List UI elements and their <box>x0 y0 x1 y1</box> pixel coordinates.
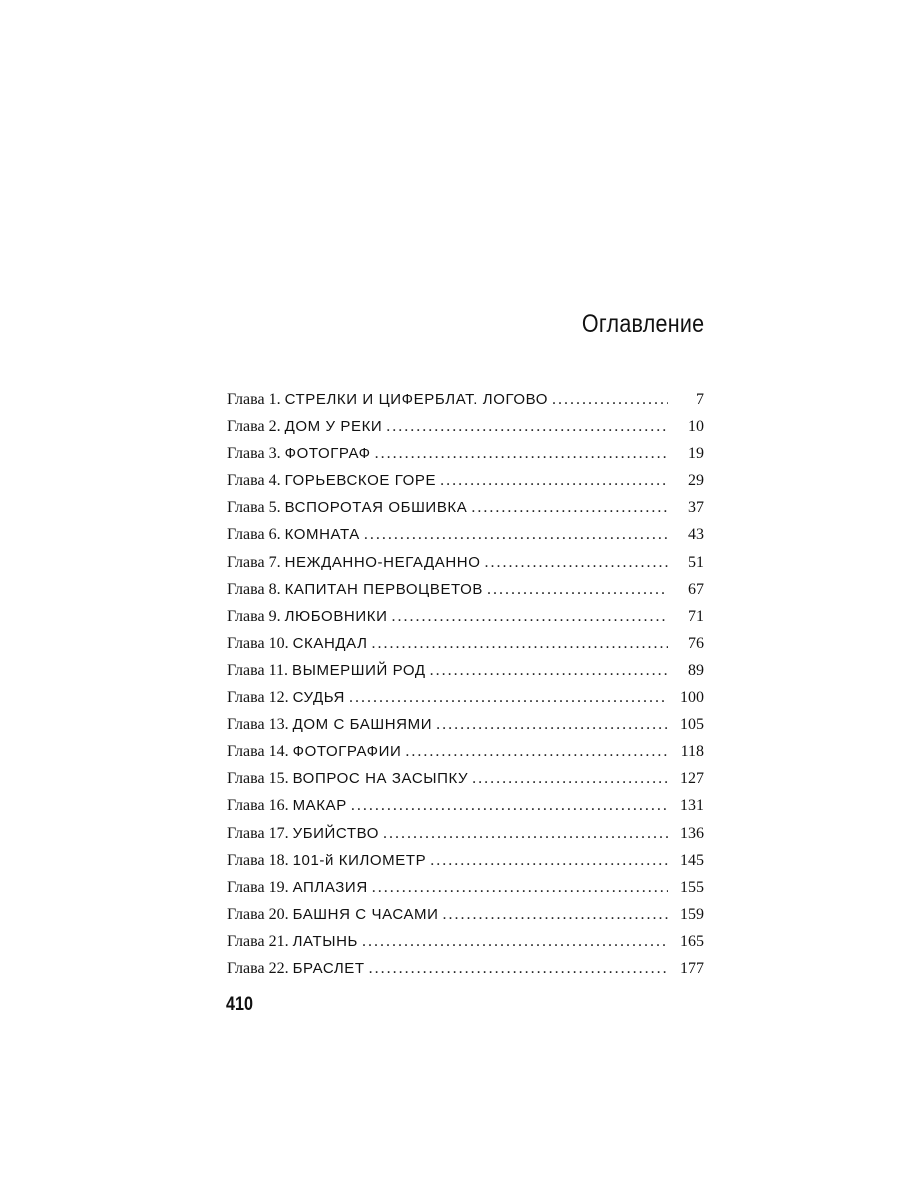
chapter-title: БРАСЛЕТ <box>292 959 365 977</box>
dot-leader <box>364 521 668 548</box>
dot-leader <box>386 413 668 440</box>
chapter-title: ЛАТЫНЬ <box>292 932 358 950</box>
dot-leader <box>485 549 668 576</box>
page-number: 10 <box>688 418 704 436</box>
chapter-title: ДОМ У РЕКИ <box>284 418 383 436</box>
dot-leader <box>430 847 668 874</box>
toc-entry[interactable] <box>227 549 704 576</box>
chapter-title: СКАНДАЛ <box>292 634 368 652</box>
toc-entry[interactable] <box>227 386 704 413</box>
chapter-title: ГОРЬЕВСКОЕ ГОРЕ <box>284 472 437 490</box>
dot-leader <box>430 657 668 684</box>
chapter-title: НЕЖДАННО-НЕГАДАННО <box>284 553 481 571</box>
dot-leader <box>391 603 668 630</box>
chapter-number: Глава 14. <box>227 743 289 761</box>
chapter-number: Глава 1. <box>227 391 281 408</box>
dot-leader <box>372 874 668 901</box>
toc-entry[interactable] <box>227 711 704 738</box>
toc-entry[interactable] <box>227 576 704 603</box>
toc-entry[interactable] <box>227 901 704 928</box>
dot-leader <box>471 494 668 521</box>
chapter-title: МАКАР <box>292 797 347 815</box>
dot-leader <box>443 901 668 928</box>
toc-entry[interactable] <box>227 603 704 630</box>
chapter-title: СУДЬЯ <box>292 689 345 707</box>
toc-entry[interactable] <box>227 955 704 982</box>
toc-entry[interactable] <box>227 847 704 874</box>
chapter-number: Глава 19. <box>227 878 289 896</box>
dot-leader <box>472 765 668 792</box>
dot-leader <box>362 928 668 955</box>
page-number: 19 <box>688 445 704 463</box>
toc-entry[interactable] <box>227 820 704 847</box>
page-number: 71 <box>688 607 704 625</box>
page-number: 43 <box>688 526 704 544</box>
toc-entry[interactable] <box>227 657 704 684</box>
chapter-number: Глава 7. <box>227 553 281 571</box>
page-number: 29 <box>688 472 704 490</box>
toc-entry[interactable] <box>227 521 704 548</box>
chapter-number: Глава 15. <box>227 770 289 788</box>
chapter-number: Глава 4. <box>227 472 281 490</box>
page-number: 76 <box>688 634 704 652</box>
chapter-number: Глава 13. <box>227 716 289 734</box>
toc-entry[interactable] <box>227 494 704 521</box>
page-number: 51 <box>688 553 704 571</box>
page-number: 7 <box>696 391 704 408</box>
page-number: 67 <box>688 580 704 598</box>
chapter-title: КОМНАТА <box>284 526 360 544</box>
page-number: 155 <box>680 878 704 896</box>
dot-leader <box>440 467 668 494</box>
toc-entry[interactable] <box>227 928 704 955</box>
toc-entry[interactable] <box>227 738 704 765</box>
toc-entry[interactable] <box>227 874 704 901</box>
chapter-number: Глава 20. <box>227 905 289 923</box>
chapter-title: ВОПРОС НА ЗАСЫПКУ <box>292 770 469 788</box>
toc-entry[interactable] <box>227 630 704 657</box>
page-number: 177 <box>680 959 704 977</box>
chapter-title: ФОТОГРАФ <box>284 445 371 463</box>
dot-leader <box>375 440 668 467</box>
page-number: 118 <box>680 743 704 761</box>
chapter-title: ФОТОГРАФИИ <box>292 743 402 761</box>
chapter-number: Глава 3. <box>227 445 281 463</box>
chapter-number: Глава 6. <box>227 526 281 544</box>
toc-entry[interactable] <box>227 413 704 440</box>
dot-leader <box>372 630 668 657</box>
chapter-title: УБИЙСТВО <box>292 824 379 842</box>
chapter-title: БАШНЯ С ЧАСАМИ <box>292 905 439 923</box>
page-number: 37 <box>688 499 704 517</box>
chapter-title: ВЫМЕРШИЙ РОД <box>291 661 426 679</box>
chapter-title: КАПИТАН ПЕРВОЦВЕТОВ <box>284 580 484 598</box>
dot-leader <box>436 711 668 738</box>
chapter-number: Глава 5. <box>227 499 281 517</box>
chapter-number: Глава 12. <box>227 689 289 707</box>
chapter-number: Глава 11. <box>227 661 288 679</box>
chapter-number: Глава 9. <box>227 607 281 625</box>
chapter-title: ЛЮБОВНИКИ <box>284 607 388 625</box>
dot-leader <box>552 386 668 413</box>
toc-entry[interactable] <box>227 684 704 711</box>
dot-leader <box>405 738 668 765</box>
chapter-number: Глава 10. <box>227 634 289 652</box>
chapter-title: ВСПОРОТАЯ ОБШИВКА <box>284 499 468 517</box>
page-number: 100 <box>680 689 704 707</box>
chapter-number: Глава 21. <box>227 932 289 950</box>
page-number: 89 <box>688 661 704 679</box>
chapter-number: Глава 8. <box>227 580 281 598</box>
chapter-number: Глава 2. <box>227 418 281 436</box>
page-number: 136 <box>680 824 704 842</box>
page-number: 145 <box>680 851 704 869</box>
chapter-title: АПЛАЗИЯ <box>292 878 368 896</box>
dot-leader <box>487 576 668 603</box>
page-number: 131 <box>680 797 704 815</box>
chapter-number: Глава 17. <box>227 824 289 842</box>
chapter-title: 101-й КИЛОМЕТР <box>292 851 427 869</box>
dot-leader <box>349 684 668 711</box>
toc-entry[interactable] <box>227 765 704 792</box>
toc-entry[interactable] <box>227 440 704 467</box>
chapter-number: Глава 22. <box>227 959 289 977</box>
page-number: 127 <box>680 770 704 788</box>
chapter-title: ДОМ С БАШНЯМИ <box>292 716 433 734</box>
toc-heading: Оглавление <box>581 310 704 338</box>
toc-entry[interactable] <box>227 467 704 494</box>
chapter-number: Глава 18. <box>227 851 289 869</box>
toc-entry[interactable] <box>227 792 704 819</box>
folio-page-number: 410 <box>226 994 253 1015</box>
page-number: 159 <box>680 905 704 923</box>
dot-leader <box>383 820 668 847</box>
dot-leader <box>351 792 668 819</box>
dot-leader <box>369 955 668 982</box>
chapter-title: СТРЕЛКИ И ЦИФЕРБЛАТ. ЛОГОВО <box>284 391 549 408</box>
toc-list <box>227 386 704 982</box>
page-number: 165 <box>680 932 704 950</box>
chapter-number: Глава 16. <box>227 797 289 815</box>
page-number: 105 <box>680 716 704 734</box>
